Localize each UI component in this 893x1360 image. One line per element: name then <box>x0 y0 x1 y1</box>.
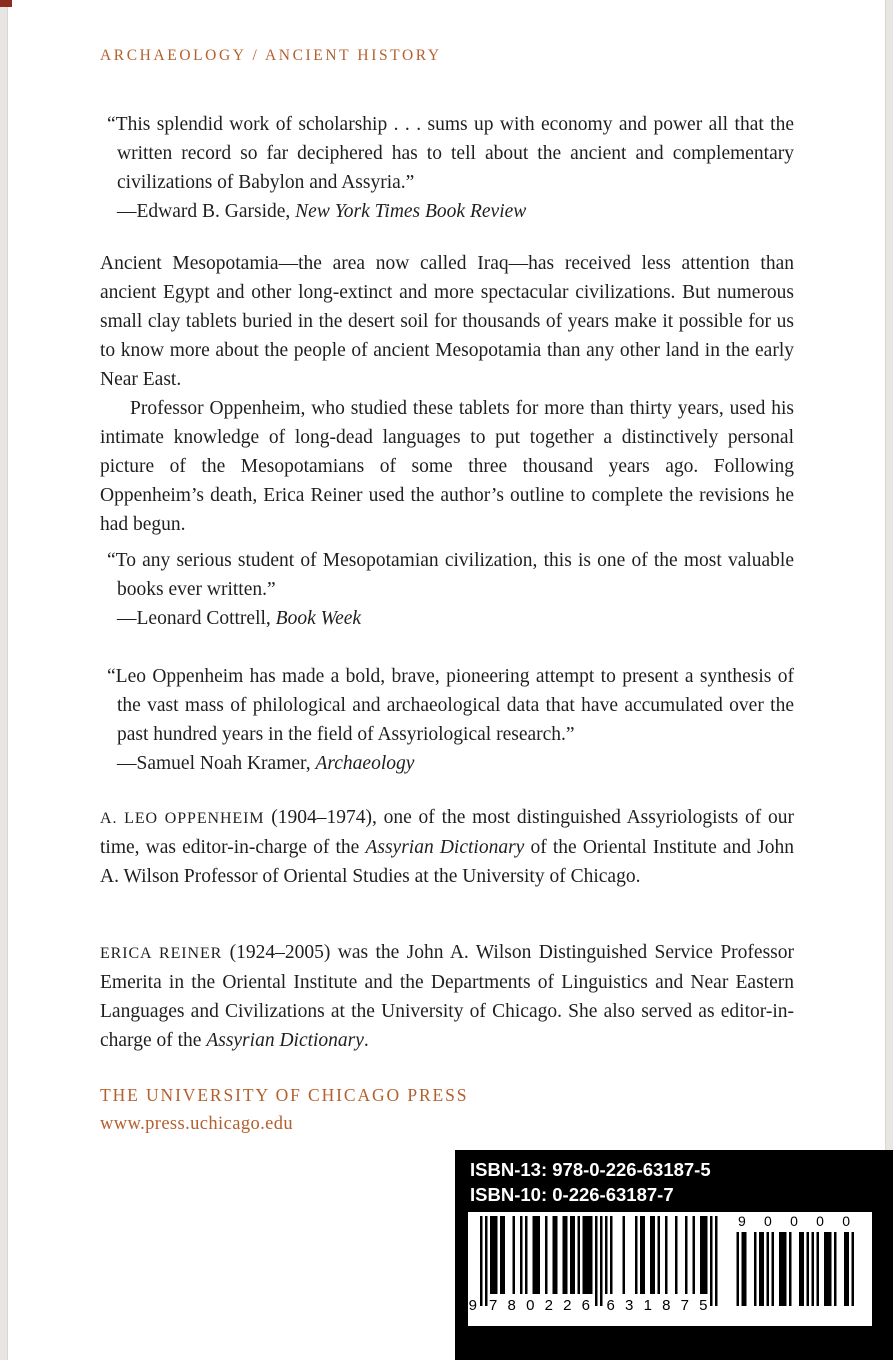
quote-3-attribution <box>100 749 794 778</box>
review-quote-1 <box>100 110 794 226</box>
quote-1-attribution <box>100 197 794 226</box>
bio-2-book-title: Assyrian Dictionary <box>206 1030 364 1051</box>
svg-text:9: 9 <box>468 1297 477 1314</box>
isbn-lines <box>455 1150 893 1207</box>
bio-1-book-title: Assyrian Dictionary <box>365 837 525 858</box>
quote-2-text: “To any serious student of Mesopotamian civilization, this is one of the most valuable books ever written.” <box>107 550 794 600</box>
review-quote-2 <box>100 546 794 633</box>
bio-2-text: (1924–2005) was the John A. Wilson Distinguished Service Professor Emerita in the Oriental Institute and the Departments of Linguistics and Near Eastern Languages and Civilizations at the University of Chicago. She also served as editor-in-charge of the <box>100 942 794 1051</box>
bio-1-text: (1904–1974), one of the most distinguished Assyriologists of our time, was editor-in-charge of the <box>100 807 794 858</box>
author-bio-oppenheim <box>100 803 794 891</box>
ean13-barcode <box>468 1212 872 1326</box>
quote-2-attribution-name: —Leonard Cottrell, <box>117 608 276 629</box>
page-edge-left <box>0 0 8 1360</box>
isbn-barcode-panel <box>455 1150 893 1360</box>
quote-3-attribution-source: Archaeology <box>315 753 415 774</box>
review-quote-3 <box>100 662 794 778</box>
svg-text:780226: 780226 <box>489 1297 590 1314</box>
author-name-reiner: ERICA REINER <box>100 945 223 962</box>
category-heading: ARCHAEOLOGY / ANCIENT HISTORY <box>100 47 442 64</box>
isbn10-text: ISBN-10: 0-226-63187-7 <box>470 1184 674 1205</box>
book-description <box>100 249 794 539</box>
publisher-name: THE UNIVERSITY OF CHICAGO PRESS <box>100 1085 469 1105</box>
quote-1-text: “This splendid work of scholarship . . . sums up with economy and power all that the written record so far deciphered has to tell about the ancient and complementary civilizations of Babylon and Assyria.” <box>107 114 794 193</box>
quote-2-attribution-source: Book Week <box>275 608 362 629</box>
quote-1-attribution-source: New York Times Book Review <box>295 201 527 222</box>
description-paragraph-1: Ancient Mesopotamia—the area now called Iraq—has received less attention than ancient Egypt and other long-extinct and more spectacular civilizations. But numerous small clay tablets buried in the desert soil for thousands of years make it possible for us to know more about the people of ancient Mesopotamia than any other land in the early Near East. <box>100 253 794 390</box>
bio-2-text-end: . <box>363 1030 369 1051</box>
publisher-website: www.press.uchicago.edu <box>100 1114 294 1134</box>
author-bio-reiner <box>100 938 794 1055</box>
quote-3-text: “Leo Oppenheim has made a bold, brave, pioneering attempt to present a synthesis of the vast mass of philological and archaeological data that have accumulated over the past hundred years in the field of Assyriological research.” <box>107 666 794 745</box>
isbn13-text: ISBN-13: 978-0-226-63187-5 <box>470 1159 711 1180</box>
quote-1-attribution-name: —Edward B. Garside, <box>117 201 296 222</box>
barcode-graphic <box>468 1212 872 1326</box>
svg-text:631875: 631875 <box>606 1297 708 1314</box>
svg-text:90000: 90000 <box>738 1213 850 1229</box>
quote-2-attribution <box>100 604 794 633</box>
author-name-oppenheim: A. LEO OPPENHEIM <box>100 810 265 827</box>
description-paragraph-2: Professor Oppenheim, who studied these tablets for more than thirty years, used his intimate knowledge of long-dead languages to put together a distinctively personal picture of the Mesopotamians of some three thousand years ago. Following Oppenheim’s death, Erica Reiner used the author’s outline to complete the revisions he had begun. <box>100 398 794 535</box>
bio-1-text-end: of the Oriental Institute and John A. Wilson Professor of Oriental Studies at the University of Chicago. <box>100 837 795 887</box>
quote-3-attribution-name: —Samuel Noah Kramer, <box>117 753 316 774</box>
scan-artifact <box>0 0 12 7</box>
